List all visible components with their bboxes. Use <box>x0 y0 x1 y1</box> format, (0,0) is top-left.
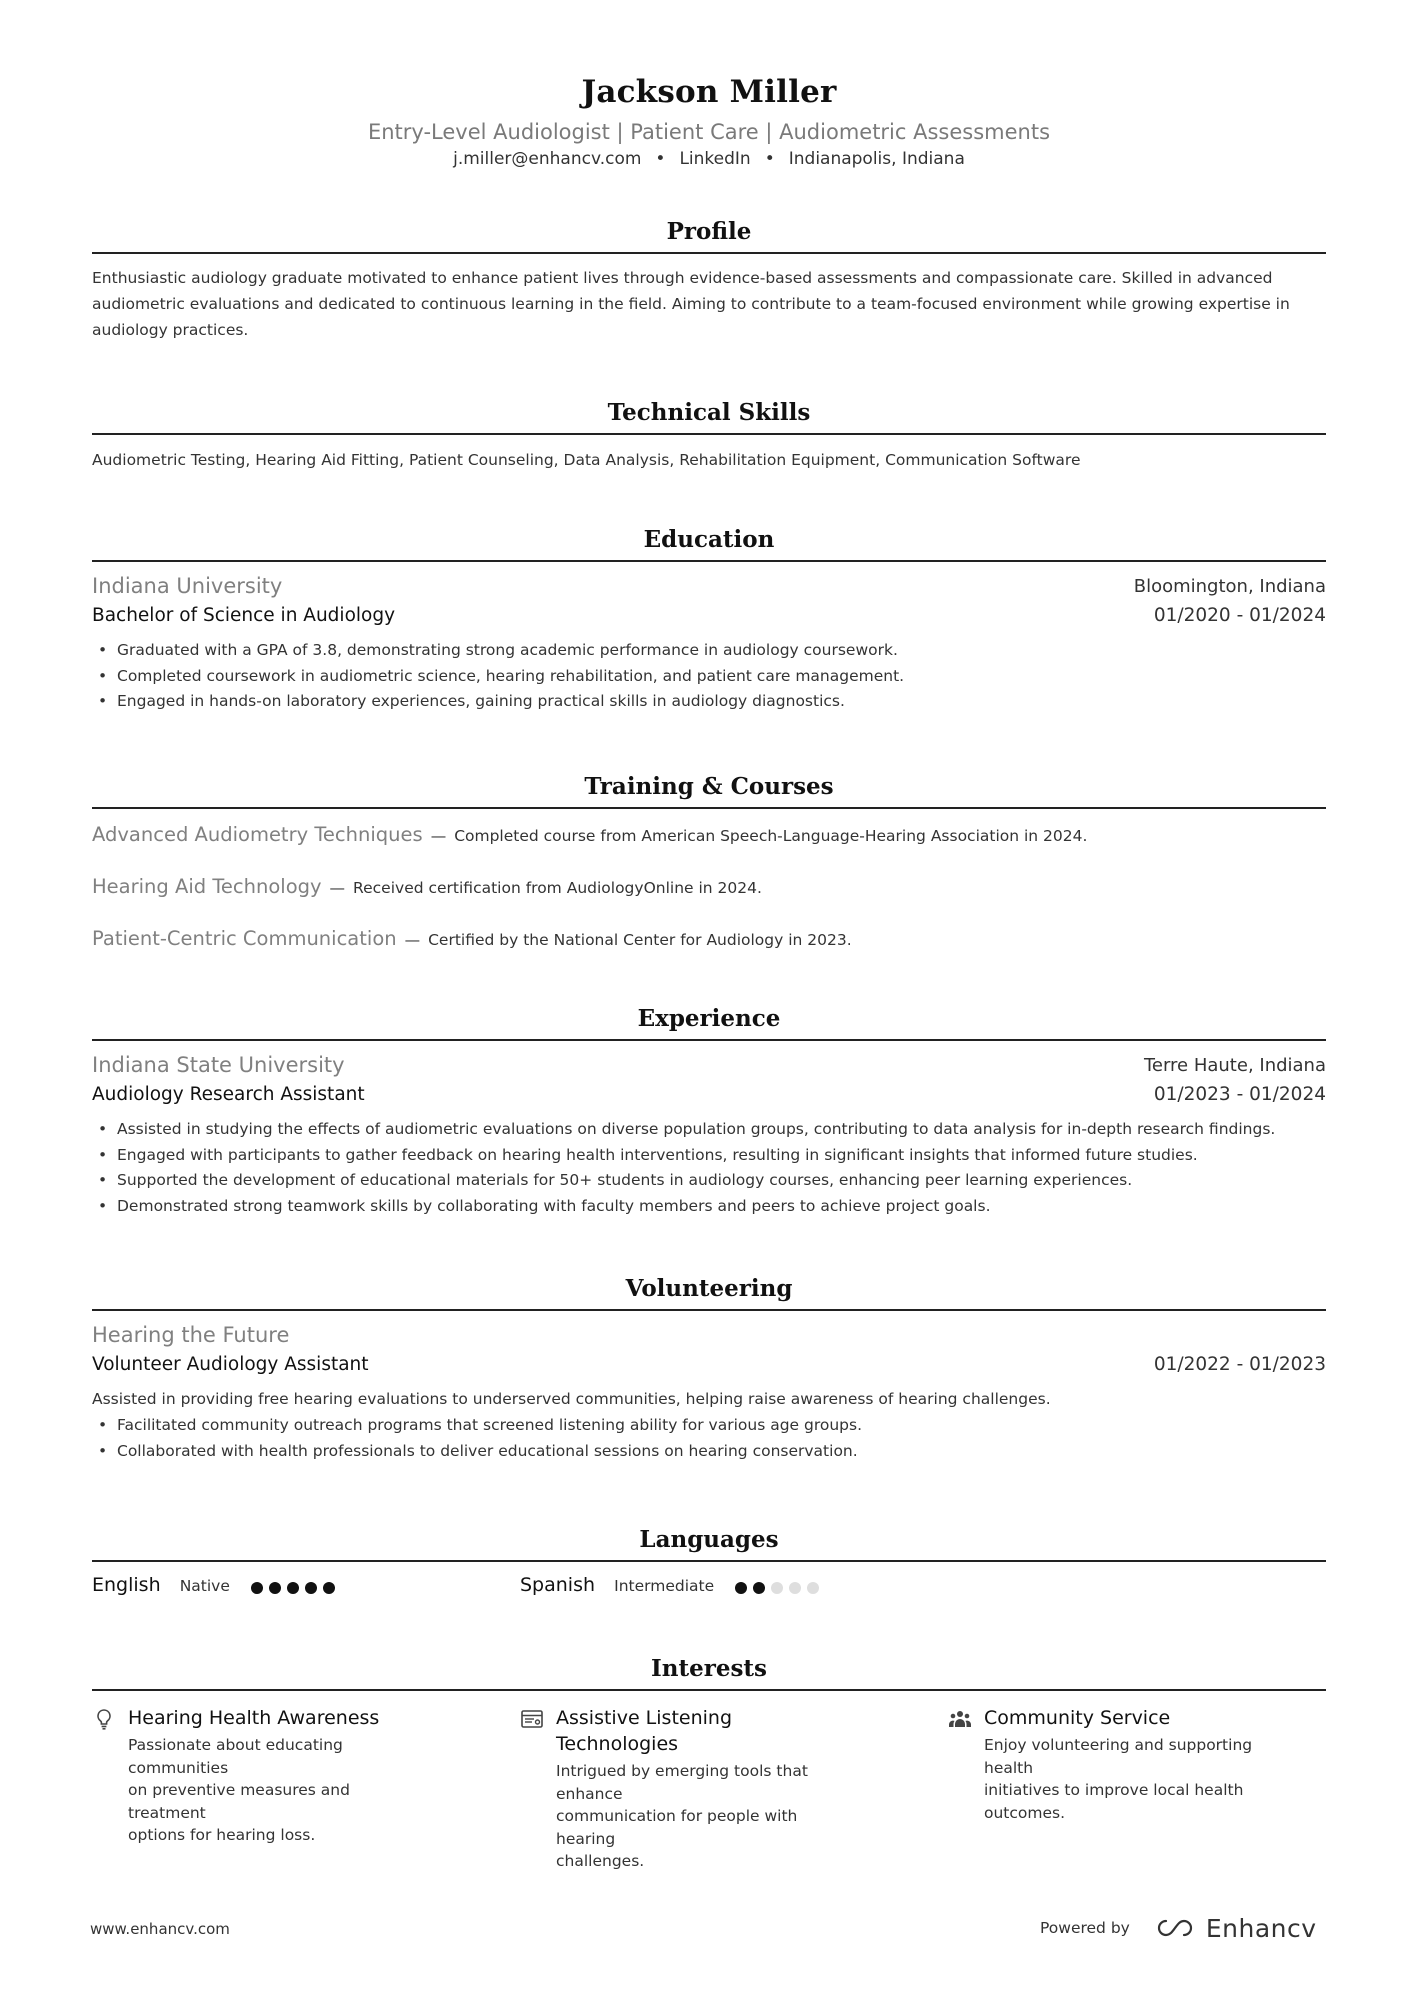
interest-description <box>128 1734 422 1847</box>
section-title: Profile <box>666 218 752 245</box>
profile-line: audiometric evaluations and dedicated to continuous learning in the field. Aiming to contribute to a team-focused environment while growing expertise in <box>92 295 1290 313</box>
footer-branding <box>1040 1910 1317 1946</box>
email-link[interactable]: j.miller@enhancv.com <box>453 149 642 169</box>
interest-line: Passionate about educating communities <box>128 1736 343 1777</box>
course-item <box>92 823 1087 846</box>
proficiency-dot-filled <box>269 1582 281 1594</box>
interests-section <box>92 1649 1326 1870</box>
language-list <box>92 1574 1326 1614</box>
course-name: Hearing Aid Technology <box>92 875 322 898</box>
course-desc: Certified by the National Center for Audiology in 2023. <box>428 931 852 949</box>
proficiency-dots <box>735 1577 825 1596</box>
interest-line: communication for people with hearing <box>556 1807 798 1848</box>
em-dash: — <box>430 827 447 845</box>
interest-item <box>92 1705 422 1847</box>
course-desc: Completed course from American Speech-Language-Hearing Association in 2024. <box>454 827 1088 845</box>
organization-name: Hearing the Future <box>92 1323 290 1347</box>
role-row <box>92 1354 1326 1385</box>
list-item: • Completed coursework in audiometric science, hearing rehabilitation, and patient care management. <box>92 664 1326 690</box>
skills-section <box>92 393 1326 473</box>
brand-name: Enhancv <box>1205 1913 1317 1943</box>
separator-dot: • <box>655 149 666 169</box>
enhancv-logo-icon <box>1152 1916 1198 1940</box>
experience-section <box>92 999 1326 1219</box>
language-level: Native <box>179 1577 230 1595</box>
languages-section <box>92 1520 1326 1614</box>
interest-line: outcomes. <box>984 1803 1066 1822</box>
list-item: • Assisted in studying the effects of audiometric evaluations on diverse population groups, contributing to data analysis for in-depth research findings. <box>92 1117 1326 1143</box>
list-item: • Engaged with participants to gather feedback on hearing health interventions, resulting in significant insights that informed future studies. <box>92 1143 1326 1169</box>
education-bullets <box>92 638 1326 715</box>
section-title: Technical Skills <box>607 399 811 426</box>
experience-bullets <box>92 1117 1326 1219</box>
volunteering-section <box>92 1269 1326 1464</box>
list-item: • Facilitated community outreach programs that screened listening ability for various age groups. <box>92 1413 1326 1439</box>
volunteer-role: Volunteer Audiology Assistant <box>92 1354 369 1375</box>
employer-name: Indiana State University <box>92 1053 345 1077</box>
volunteering-header <box>92 1323 1326 1354</box>
list-item: • Graduated with a GPA of 3.8, demonstrating strong academic performance in audiology coursework. <box>92 638 1326 664</box>
profile-section <box>92 212 1326 343</box>
footer-website-link[interactable]: www.enhancv.com <box>90 1920 230 1938</box>
school-name: Indiana University <box>92 574 283 598</box>
section-divider <box>92 252 1326 254</box>
language-item <box>520 1574 825 1596</box>
powered-by-text: Powered by <box>1040 1919 1130 1937</box>
section-title: Training & Courses <box>584 773 834 800</box>
candidate-tagline: Entry-Level Audiologist | Patient Care | Audiometric Assessments <box>367 120 1051 144</box>
volunteering-summary: Assisted in providing free hearing evaluations to underserved communities, helping raise awareness of hearing challenges. <box>92 1390 1051 1408</box>
volunteering-bullets <box>92 1413 1326 1464</box>
skills-text: Audiometric Testing, Hearing Aid Fitting, Patient Counseling, Data Analysis, Rehabilitation Equipment, Communication Software <box>92 451 1081 469</box>
course-item <box>92 875 762 898</box>
course-item <box>92 927 852 950</box>
job-title: Audiology Research Assistant <box>92 1084 365 1105</box>
interest-line: Intrigued by emerging tools that enhance <box>556 1762 808 1803</box>
linkedin-link[interactable]: LinkedIn <box>679 149 751 169</box>
section-divider <box>92 1560 1326 1562</box>
interest-line: options for hearing loss. <box>128 1826 316 1844</box>
interest-line: initiatives to improve local health <box>984 1781 1244 1799</box>
profile-line: Enthusiastic audiology graduate motivated to enhance patient lives through evidence-based assessments and compassionate care. Skilled in advanced <box>92 269 1273 287</box>
em-dash: — <box>329 879 346 897</box>
section-title: Languages <box>639 1526 779 1553</box>
section-divider <box>92 1689 1326 1691</box>
experience-header <box>92 1053 1326 1084</box>
list-item: • Supported the development of educational materials for 50+ students in audiology courses, enhancing peer learning experiences. <box>92 1168 1326 1194</box>
course-name: Patient-Centric Communication <box>92 927 397 950</box>
interest-line: Enjoy volunteering and supporting health <box>984 1736 1253 1777</box>
proficiency-dot-filled <box>305 1582 317 1594</box>
interest-line: challenges. <box>556 1852 645 1870</box>
language-item <box>92 1574 341 1596</box>
section-title: Volunteering <box>625 1275 793 1302</box>
proficiency-dot-filled <box>287 1582 299 1594</box>
interest-title: Community Service <box>984 1707 1171 1729</box>
proficiency-dot-empty <box>771 1582 783 1594</box>
interest-description <box>556 1760 850 1873</box>
interest-title: Assistive Listening Technologies <box>556 1707 733 1755</box>
em-dash: — <box>404 931 421 949</box>
course-desc: Received certification from AudiologyOnline in 2024. <box>353 879 762 897</box>
people-group-icon <box>948 1707 972 1731</box>
course-name: Advanced Audiometry Techniques <box>92 823 423 846</box>
section-divider <box>92 1039 1326 1041</box>
section-divider <box>92 433 1326 435</box>
proficiency-dots <box>251 1577 341 1596</box>
proficiency-dot-filled <box>323 1582 335 1594</box>
section-divider <box>92 1309 1326 1311</box>
interest-item <box>948 1705 1278 1824</box>
education-dates: 01/2020 - 01/2024 <box>1153 605 1326 626</box>
list-item: • Engaged in hands-on laboratory experiences, gaining practical skills in audiology diagnostics. <box>92 689 1326 715</box>
location-text: Indianapolis, Indiana <box>788 149 965 169</box>
degree-name: Bachelor of Science in Audiology <box>92 605 396 626</box>
volunteering-dates: 01/2022 - 01/2023 <box>1153 1354 1326 1375</box>
proficiency-dot-filled <box>753 1582 765 1594</box>
section-title: Interests <box>650 1655 767 1682</box>
list-item: • Collaborated with health professionals to deliver educational sessions on hearing conservation. <box>92 1439 1326 1465</box>
proficiency-dot-filled <box>251 1582 263 1594</box>
interest-list <box>92 1705 1326 1870</box>
language-level: Intermediate <box>614 1577 715 1595</box>
browser-window-icon <box>520 1707 544 1731</box>
employer-location: Terre Haute, Indiana <box>1143 1055 1326 1076</box>
profile-line: audiology practices. <box>92 321 249 339</box>
profile-text <box>92 265 1326 343</box>
training-section <box>92 767 1326 959</box>
proficiency-dot-filled <box>735 1582 747 1594</box>
course-list <box>92 809 1326 959</box>
education-section <box>92 520 1326 715</box>
list-item: • Demonstrated strong teamwork skills by collaborating with faculty members and peers to achieve project goals. <box>92 1194 1326 1220</box>
separator-dot: • <box>764 149 775 169</box>
interest-description <box>984 1734 1278 1824</box>
candidate-name: Jackson Miller <box>581 74 837 110</box>
experience-dates: 01/2023 - 01/2024 <box>1153 1084 1326 1105</box>
proficiency-dot-empty <box>807 1582 819 1594</box>
language-name: Spanish <box>520 1574 596 1596</box>
role-row <box>92 1084 1326 1115</box>
section-divider <box>92 560 1326 562</box>
language-name: English <box>92 1574 161 1596</box>
school-location: Bloomington, Indiana <box>1133 576 1326 597</box>
degree-row <box>92 605 1326 636</box>
section-title: Education <box>643 526 775 553</box>
proficiency-dot-empty <box>789 1582 801 1594</box>
education-header <box>92 574 1326 605</box>
interest-line: on preventive measures and treatment <box>128 1781 350 1822</box>
lightbulb-icon <box>92 1707 116 1731</box>
interest-title: Hearing Health Awareness <box>128 1707 380 1729</box>
section-title: Experience <box>637 1005 781 1032</box>
interest-item <box>520 1705 850 1873</box>
contact-info <box>92 149 1326 169</box>
